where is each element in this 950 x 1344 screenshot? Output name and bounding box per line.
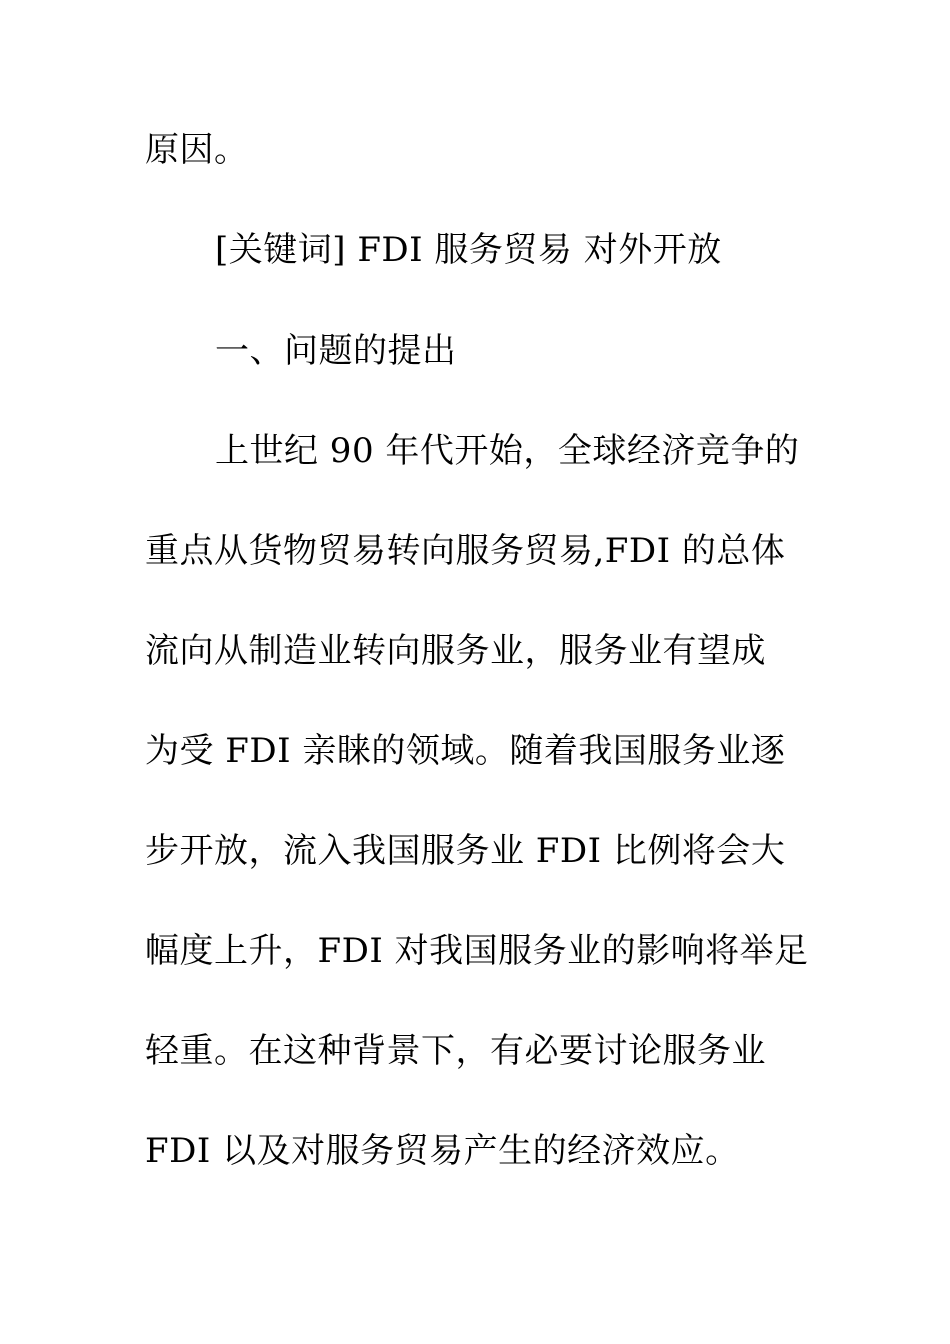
- paragraph-line: 步开放，流入我国服务业 FDI 比例将会大: [145, 831, 786, 871]
- keywords-line: [关键词] FDI 服务贸易 对外开放: [215, 230, 722, 270]
- section-heading: 一、问题的提出: [215, 331, 457, 371]
- paragraph-line: 重点从货物贸易转向服务贸易,FDI 的总体: [145, 531, 786, 571]
- paragraph-line: 轻重。在这种背景下，有必要讨论服务业: [145, 1031, 766, 1071]
- text-line-continuation: 原因。: [145, 130, 249, 170]
- paragraph-line: FDI 以及对服务贸易产生的经济效应。: [145, 1131, 740, 1171]
- paragraph-line: 上世纪 90 年代开始，全球经济竞争的: [215, 431, 800, 471]
- paragraph-line: 为受 FDI 亲睐的领域。随着我国服务业逐: [145, 731, 786, 771]
- paragraph-line: 幅度上升，FDI 对我国服务业的影响将举足: [145, 931, 809, 971]
- paragraph-line: 流向从制造业转向服务业，服务业有望成: [145, 631, 766, 671]
